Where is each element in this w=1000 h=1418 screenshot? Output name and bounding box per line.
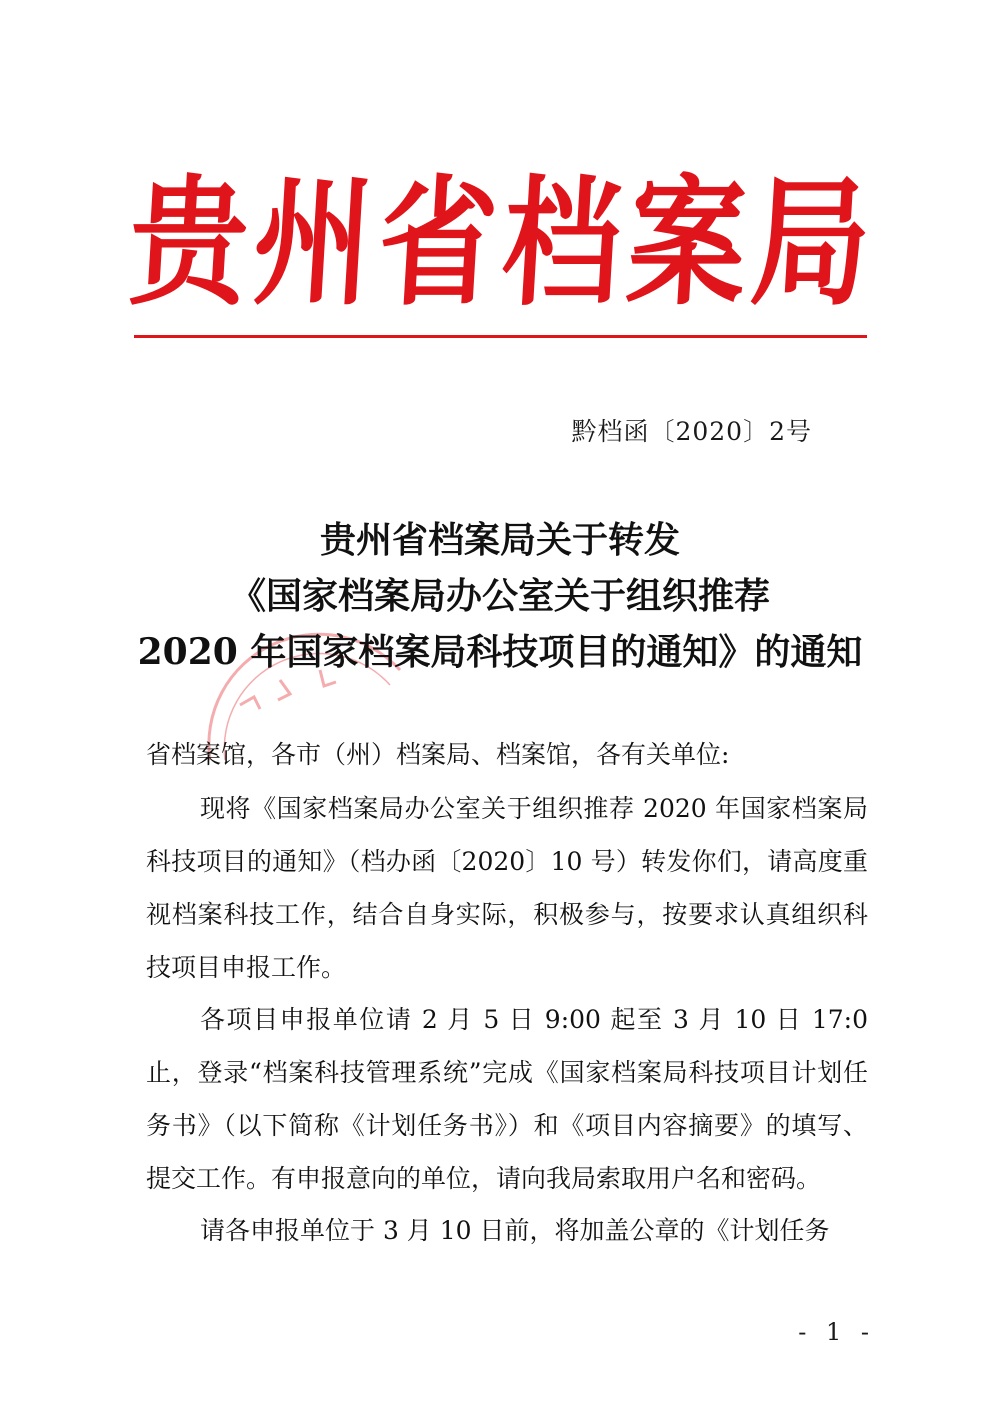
document-title — [0, 512, 1000, 680]
masthead-char: 州 — [249, 161, 378, 325]
masthead-char: 省 — [373, 161, 502, 325]
masthead — [125, 161, 875, 325]
body-paragraph: 各项目申报单位请 2 月 5 日 9:00 起至 3 月 10 日 17:0 止，登录“档案科技管理系统”完成《国家档案局科技项目计划任务书》（以下简称《计划任务书》）和《项目内容摘要》的填写、提交工作。有申报意向的单位，请向我局索取用户名和密码。 — [146, 1005, 868, 1193]
document-number: 黔档函〔2020〕2号 — [571, 417, 812, 446]
title-line: 《国家档案局办公室关于组织推荐 — [229, 575, 770, 617]
salutation: 省档案馆，各市（州）档案局、档案馆，各有关单位: — [146, 740, 730, 769]
masthead-char: 案 — [622, 161, 751, 325]
page-number: - 1 - — [798, 1318, 875, 1346]
masthead-char: 档 — [498, 161, 627, 325]
masthead-char: 局 — [747, 161, 875, 325]
body-paragraph: 请各申报单位于 3 月 10 日前，将加盖公章的《计划任务 — [200, 1216, 830, 1245]
title-line: 2020 年国家档案局科技项目的通知》的通知 — [137, 631, 863, 673]
body-paragraph: 现将《国家档案局办公室关于组织推荐 2020 年国家档案局科技项目的通知》（档办函〔2020〕10 号）转发你们，请高度重视档案科技工作，结合自身实际，积极参与，按要求认真组织科技项目申报工作。 — [146, 794, 868, 982]
masthead-char: 贵 — [125, 161, 253, 325]
masthead-red-rule — [134, 335, 867, 338]
title-line: 贵州省档案局关于转发 — [319, 519, 680, 561]
